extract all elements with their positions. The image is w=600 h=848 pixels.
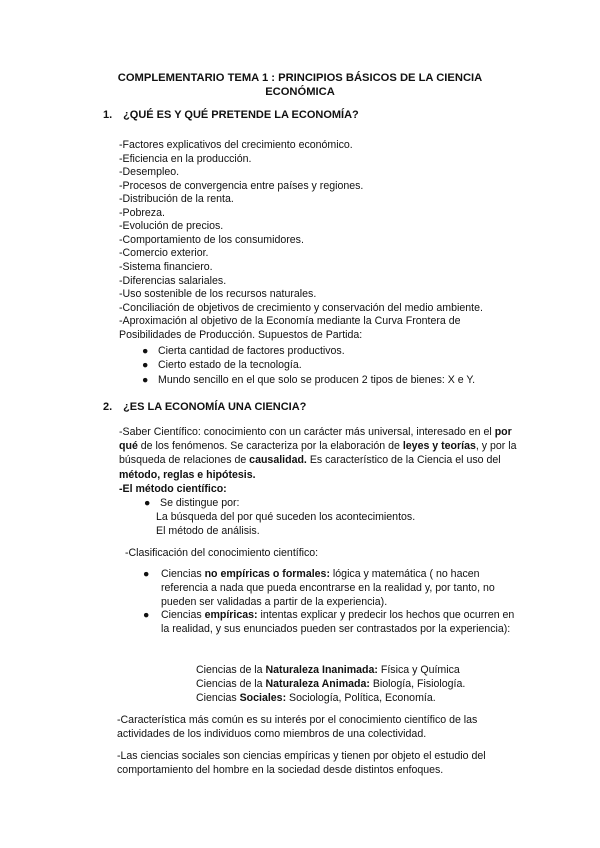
clasificacion-title: -Clasificación del conocimiento científico:	[125, 547, 319, 559]
bullet-text: Mundo sencillo en el que solo se producen 2 tipos de bienes: X e Y.	[158, 373, 476, 386]
document-title	[80, 71, 520, 99]
section-number: 1.	[103, 109, 113, 121]
text-run: Ciencias	[161, 609, 205, 621]
bold-run: leyes y teorías	[402, 440, 476, 453]
ciencias-sub-item	[196, 663, 460, 677]
s1-bullet-item	[142, 358, 302, 372]
s1-list-item: -Diferencias salariales.	[119, 274, 227, 287]
title-line-2: ECONÓMICA	[265, 86, 335, 98]
saber-cientifico-paragraph	[119, 425, 517, 482]
no-empiricas-item	[143, 567, 517, 610]
metodo-line: El método de análisis.	[156, 525, 260, 537]
section-title: ¿QUÉ ES Y QUÉ PRETENDE LA ECONOMÍA?	[123, 109, 359, 121]
bullet-marker: ●	[142, 359, 149, 372]
s1-bullet-item	[142, 373, 476, 387]
s1-list-item: -Conciliación de objetivos de crecimiento y conservación del medio ambiente.	[119, 301, 483, 314]
text-run: de los fenómenos. Se caracteriza por la elaboración de	[137, 440, 403, 453]
s1-list-item: -Desempleo.	[119, 166, 180, 179]
title-line-1: COMPLEMENTARIO TEMA 1 : PRINCIPIOS BÁSICOS DE LA CIENCIA	[117, 72, 483, 84]
section-1-heading	[103, 109, 359, 121]
bold-run: causalidad.	[249, 454, 307, 467]
text-run: Sociología, Política, Economía.	[286, 692, 436, 704]
empiricas-item	[143, 608, 517, 636]
ciencias-sociales-paragraph: -Las ciencias sociales son ciencias empíricas y tienen por objeto el estudio del comportamiento del hombre en la sociedad desde distintos enfoques.	[117, 750, 486, 777]
bold-run: método, reglas e hipótesis.	[119, 468, 256, 481]
s1-list-item: Posibilidades de Producción. Supuestos de Partida:	[119, 328, 363, 341]
bold-run: Naturaleza Inanimada:	[265, 664, 378, 676]
metodo-cientifico-title: -El método científico:	[119, 483, 227, 495]
s1-list-item: -Comportamiento de los consumidores.	[119, 233, 304, 246]
text-run: intentas explicar y predecir los hechos que ocurren en la realidad, y sus enunciados pueden ser contrastados por la experiencia):	[161, 609, 515, 636]
section-2-heading	[103, 401, 306, 413]
ciencias-sub-item	[196, 691, 436, 705]
bold-run: Sociales:	[239, 692, 287, 704]
text-run: -Saber Científico: conocimiento con un carácter más universal, interesado en el	[119, 426, 495, 438]
metodo-bullet	[144, 496, 240, 510]
metodo-line: La búsqueda del por qué suceden los acontecimientos.	[156, 511, 416, 523]
bold-run: no empíricas o formales:	[204, 568, 330, 580]
text-run: Ciencias de la	[196, 678, 266, 690]
text-run: Ciencias	[161, 568, 205, 580]
bullet-text: Cierta cantidad de factores productivos.	[158, 345, 345, 357]
s1-list-item: -Pobreza.	[119, 206, 165, 219]
bullet-marker: ●	[142, 345, 149, 357]
bullet-text: Cierto estado de la tecnología.	[158, 359, 302, 372]
bold-run: Naturaleza Animada:	[265, 678, 370, 690]
s1-list-item: -Distribución de la renta.	[119, 193, 234, 206]
caracteristica-paragraph: -Característica más común es su interés por el conocimiento científico de las actividades de los individuos como miembros de una colectividad.	[117, 714, 478, 741]
bullet-marker: ●	[143, 568, 150, 580]
bullet-marker: ●	[144, 497, 151, 509]
s1-list-item: -Factores explicativos del crecimiento económico.	[119, 139, 353, 151]
s1-list-item: -Procesos de convergencia entre países y regiones.	[119, 179, 364, 192]
text-run: Física y Química	[377, 664, 460, 676]
ciencias-sub-item	[196, 677, 465, 691]
text-run: Biología, Fisiología.	[369, 678, 466, 690]
text-run: Ciencias	[196, 692, 240, 704]
bullet-marker: ●	[142, 373, 149, 386]
s1-list-item: -Uso sostenible de los recursos naturales.	[119, 288, 317, 301]
text-run: Es característico de la Ciencia el uso del	[306, 454, 501, 467]
s1-list-item: -Eficiencia en la producción.	[119, 152, 252, 165]
s1-list-item: -Aproximación al objetivo de la Economía mediante la Curva Frontera de	[119, 315, 461, 328]
text-run: lógica y matemática ( no hacen referencia a nada que pueda encontrarse en la realidad y, por tanto, no pueden ser validadas a partir de la experiencia).	[161, 568, 495, 609]
s1-bullet-item	[142, 344, 345, 358]
bold-run: por qué	[119, 426, 512, 453]
section-title: ¿ES LA ECONOMÍA UNA CIENCIA?	[123, 401, 307, 413]
bold-run: empíricas:	[204, 609, 258, 621]
s1-list-item: -Sistema financiero.	[119, 260, 213, 273]
s1-list-item: -Evolución de precios.	[119, 220, 224, 233]
text-run: Ciencias de la	[196, 664, 266, 676]
section-number: 2.	[103, 401, 113, 413]
text-run: , y por la búsqueda de relaciones de	[119, 440, 517, 467]
bullet-marker: ●	[143, 609, 150, 621]
bullet-text: Se distingue por:	[160, 497, 240, 509]
s1-list-item: -Comercio exterior.	[119, 247, 209, 260]
